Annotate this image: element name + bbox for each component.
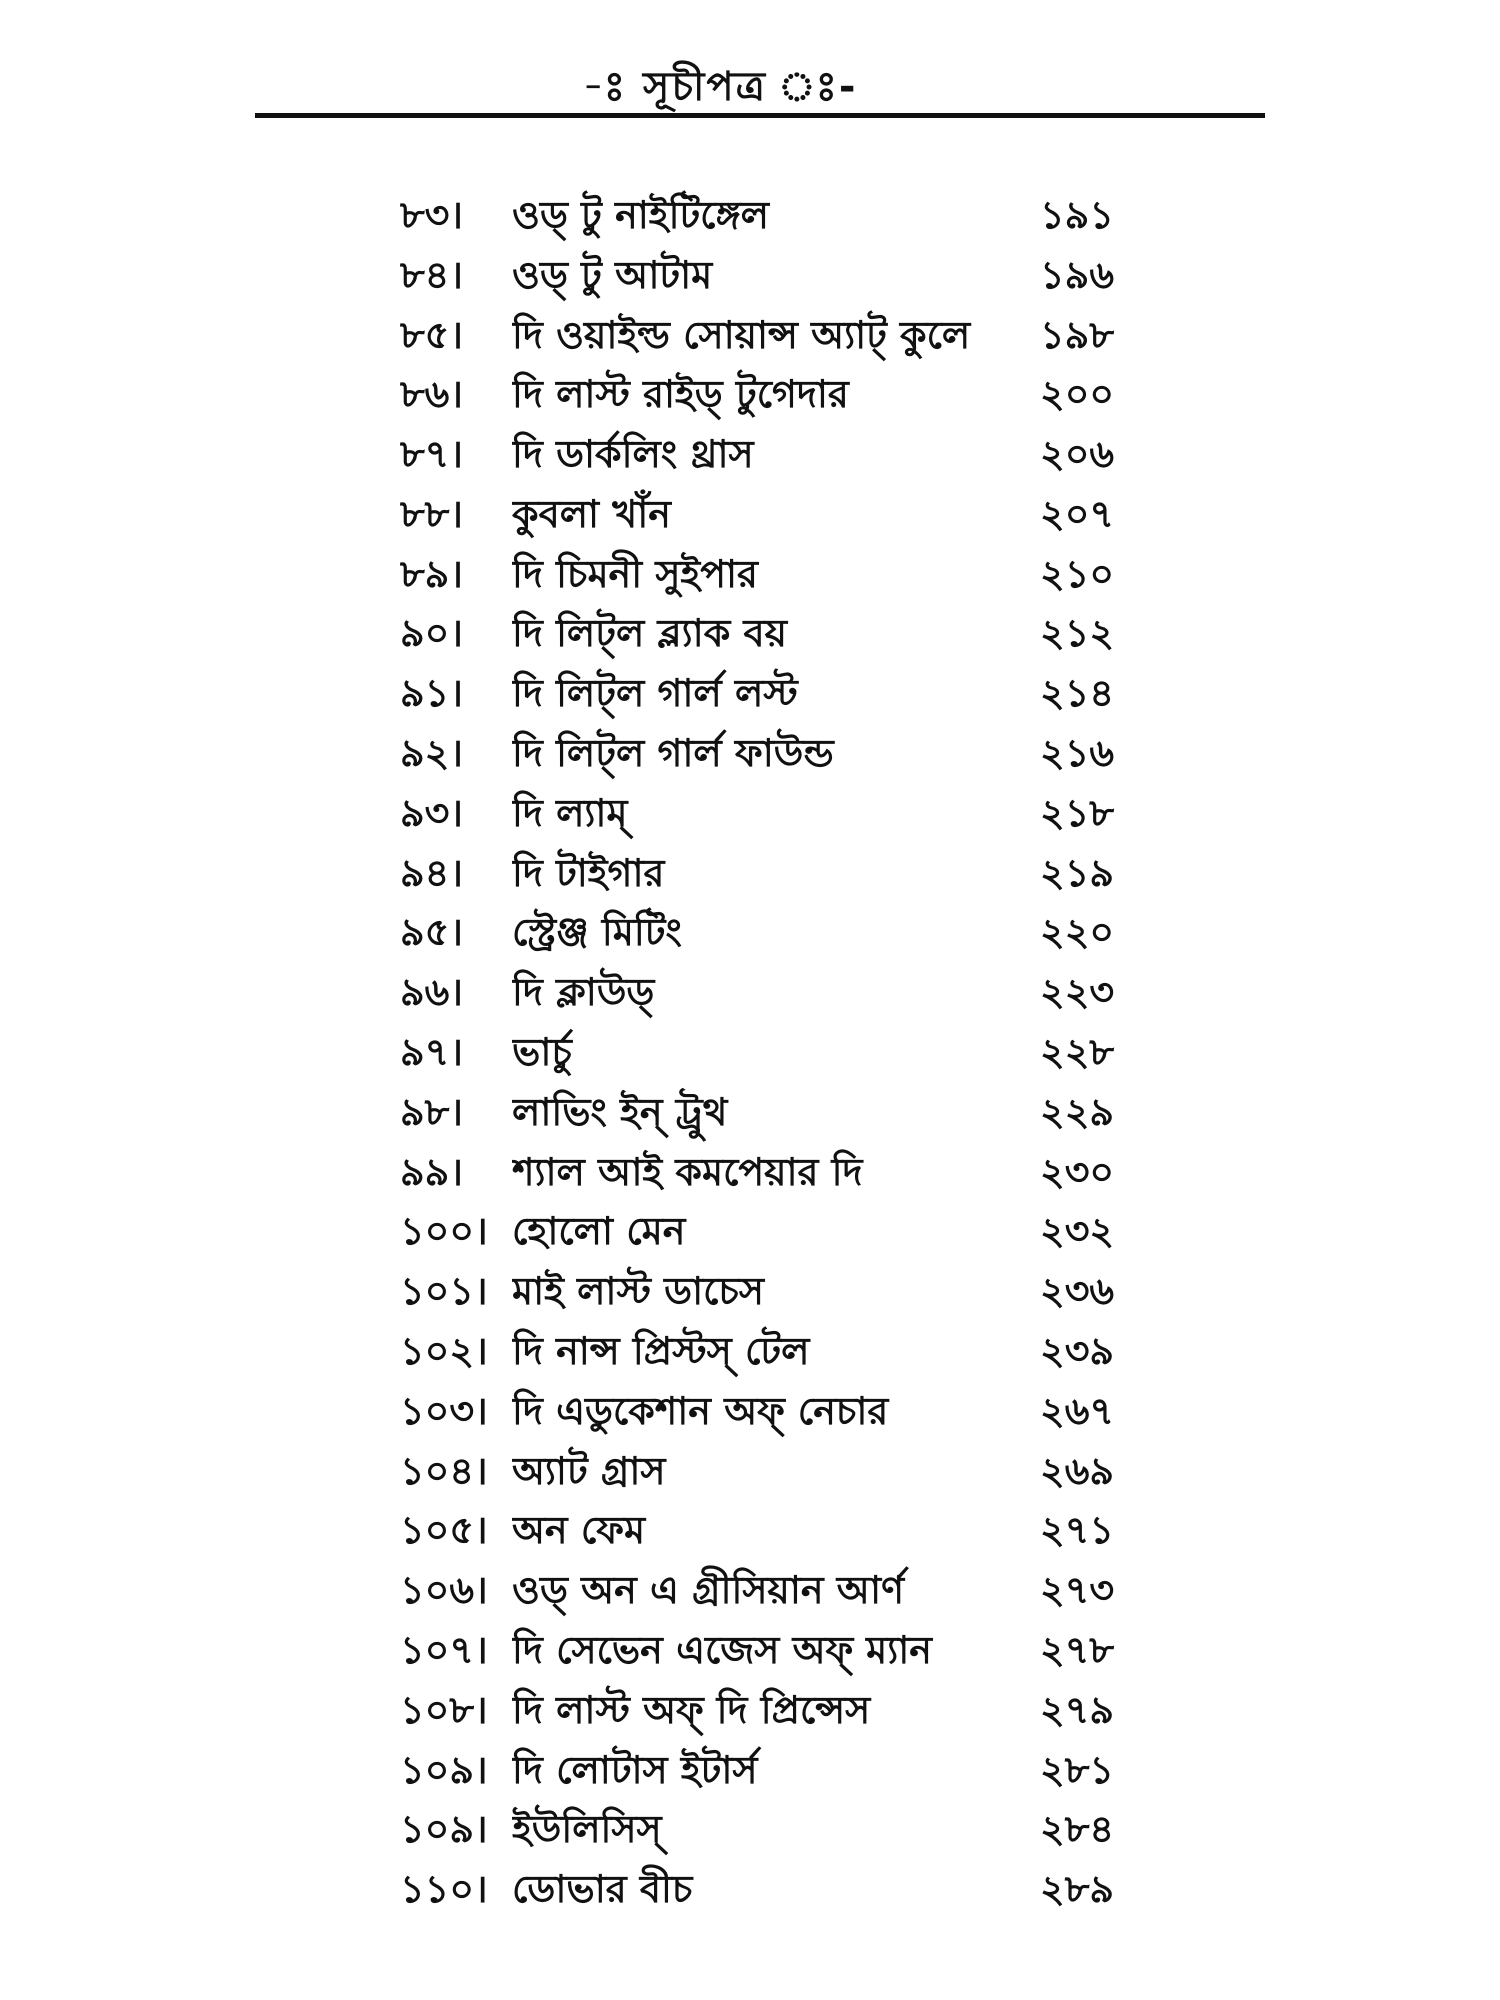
toc-entry [400,188,1160,248]
toc-entry-page-number: ১৯১ [1040,192,1114,237]
toc-entry-page-number: ২২৮ [1040,1030,1115,1075]
toc-entry-number: ১১০। [400,1867,488,1912]
toc-entry-page-number: ২০৬ [1040,432,1115,477]
toc-entry [400,1384,1160,1444]
toc-entry [400,1085,1160,1145]
toc-entry [400,666,1160,726]
toc-entry-page-number: ২৬৯ [1040,1448,1115,1493]
toc-entry-page-number: ২২০ [1040,910,1115,955]
header-divider [255,113,1265,118]
toc-entry-page-number: ২১০ [1040,551,1115,596]
toc-entry-number: ৯৮। [400,1089,463,1134]
table-of-contents [400,188,1160,1922]
toc-entry [400,1504,1160,1564]
page-title: -ঃ সূচীপত্র ঃ- [582,64,858,110]
toc-entry-title: ওড্ অন এ গ্রীসিয়ান আর্ণ [512,1568,905,1613]
toc-entry-page-number: ২১৯ [1040,850,1115,895]
toc-entry-number: ৮৬। [400,372,463,417]
toc-entry [400,726,1160,786]
toc-entry-title: ওড্ টু নাইটিঙ্গেল [512,192,769,237]
toc-entry-title: দি লিট্‌ল গার্ল লস্ট [512,671,798,716]
toc-entry [400,1025,1160,1085]
toc-entry-title: ডোভার বীচ [512,1867,693,1912]
toc-entry-number: ৮৫। [400,312,463,357]
toc-entry [400,1205,1160,1265]
toc-entry [400,248,1160,308]
toc-entry [400,1264,1160,1324]
toc-entry-page-number: ২৮৪ [1040,1807,1115,1852]
toc-entry [400,367,1160,427]
toc-entry-page-number: ২০৭ [1040,491,1115,536]
toc-entry-title: অন ফেম [512,1508,646,1553]
toc-entry-number: ৮৪। [400,252,463,297]
toc-entry-title: দি ল্যাম্ [512,790,628,835]
toc-entry-title: দি লোটাস ইটার্স [512,1747,758,1792]
toc-entry-number: ৮৭। [400,432,463,477]
toc-entry-number: ১০৯। [400,1807,488,1852]
toc-entry-page-number: ১৯৮ [1040,312,1114,357]
toc-entry [400,1145,1160,1205]
toc-entry-number: ১০৮। [400,1687,488,1732]
toc-entry-page-number: ২২৩ [1040,970,1115,1015]
toc-entry-page-number: ২৮৯ [1040,1867,1115,1912]
toc-entry-page-number: ২১৬ [1040,731,1115,776]
toc-entry-number: ৯০। [400,611,463,656]
toc-entry-number: ১০৫। [400,1508,488,1553]
toc-entry-page-number: ২৩০ [1040,1149,1115,1194]
toc-entry [400,487,1160,547]
toc-entry [400,547,1160,607]
toc-entry-title: ভার্চু [512,1030,572,1075]
toc-entry [400,1862,1160,1922]
toc-entry-page-number: ২১৮ [1040,790,1115,835]
toc-entry-title: দি ডার্কলিং থ্রাস [512,432,754,477]
toc-entry-title: দি সেভেন এজেস অফ্ ম্যান [512,1628,932,1673]
toc-entry-title: দি টাইগার [512,850,665,895]
toc-entry [400,1803,1160,1863]
toc-entry-number: ১০৬। [400,1568,488,1613]
toc-entry-number: ১০৭। [400,1628,488,1673]
toc-entry [400,427,1160,487]
toc-entry-page-number: ২১৪ [1040,671,1115,716]
toc-entry-number: ১০৩। [400,1388,488,1433]
toc-entry-number: ১০২। [400,1329,488,1374]
toc-entry [400,846,1160,906]
toc-entry-title: দি লিট্‌ল গার্ল ফাউন্ড [512,731,834,776]
toc-entry-title: দি এডুকেশান অফ্ নেচার [512,1388,889,1433]
toc-entry [400,1444,1160,1504]
toc-entry [400,906,1160,966]
toc-entry-number: ১০০। [400,1209,488,1254]
toc-entry [400,607,1160,667]
toc-entry-page-number: ২২৯ [1040,1089,1115,1134]
toc-entry-page-number: ২৩২ [1040,1209,1115,1254]
toc-entry-title: হোলো মেন [512,1209,686,1254]
toc-entry [400,1324,1160,1384]
toc-entry-title: দি নান্স প্রিস্টস্ টেল [512,1329,810,1374]
toc-entry-title: ওড্ টু আটাম [512,252,713,297]
toc-entry-title: স্ট্রেঞ্জ মিটিং [512,910,682,955]
toc-entry-title: শ্যাল আই কমপেয়ার দি [512,1149,863,1194]
toc-entry-number: ৮৮। [400,491,463,536]
toc-entry-number: ৮৩। [400,192,463,237]
toc-entry-number: ৯৩। [400,790,463,835]
toc-entry-title: লাভিং ইন্ ট্রুথ [512,1089,728,1134]
toc-entry-page-number: ২০০ [1040,372,1115,417]
toc-entry-title: দি লাস্ট অফ্ দি প্রিন্সেস [512,1687,871,1732]
toc-entry-number: ৯৫। [400,910,463,955]
toc-entry [400,965,1160,1025]
toc-entry-page-number: ২৭৮ [1040,1628,1115,1673]
toc-entry [400,1683,1160,1743]
toc-entry-title: দি ওয়াইল্ড সোয়ান্স অ্যাট্ কুলে [512,312,971,357]
toc-entry-title: অ্যাট গ্রাস [512,1448,666,1493]
toc-entry-number: ৯১। [400,671,463,716]
toc-entry-number: ৯৪। [400,850,463,895]
toc-entry-number: ৯৯। [400,1149,463,1194]
toc-entry-page-number: ২৭৯ [1040,1687,1115,1732]
toc-entry-number: ১০৯। [400,1747,488,1792]
toc-entry-number: ১০৪। [400,1448,488,1493]
toc-entry-page-number: ২৬৭ [1040,1388,1115,1433]
toc-entry-page-number: ১৯৬ [1040,252,1115,297]
toc-entry [400,1623,1160,1683]
toc-entry-page-number: ২৩৯ [1040,1329,1115,1374]
toc-entry-title: কুবলা খাঁন [512,491,671,536]
toc-entry-title: ইউলিসিস্ [512,1807,662,1852]
toc-entry-title: দি লাস্ট রাইড্ টুগেদার [512,372,849,417]
toc-entry-page-number: ২৩৬ [1040,1269,1115,1314]
toc-entry-page-number: ২৭১ [1040,1508,1115,1553]
toc-entry [400,1743,1160,1803]
toc-entry-title: মাই লাস্ট ডাচেস [512,1269,765,1314]
toc-entry [400,1563,1160,1623]
toc-entry [400,786,1160,846]
toc-entry-number: ৯২। [400,731,463,776]
toc-entry-number: ১০১। [400,1269,488,1314]
toc-entry-title: দি চিমনী সুইপার [512,551,758,596]
toc-entry-page-number: ২১২ [1040,611,1115,656]
toc-entry-number: ৯৬। [400,970,463,1015]
toc-entry-title: দি ক্লাউড্ [512,970,655,1015]
toc-entry-page-number: ২৮১ [1040,1747,1115,1792]
toc-entry [400,308,1160,368]
toc-entry-number: ৯৭। [400,1030,463,1075]
toc-entry-number: ৮৯। [400,551,463,596]
toc-entry-page-number: ২৭৩ [1040,1568,1115,1613]
toc-entry-title: দি লিট্‌ল ব্ল্যাক বয় [512,611,788,656]
